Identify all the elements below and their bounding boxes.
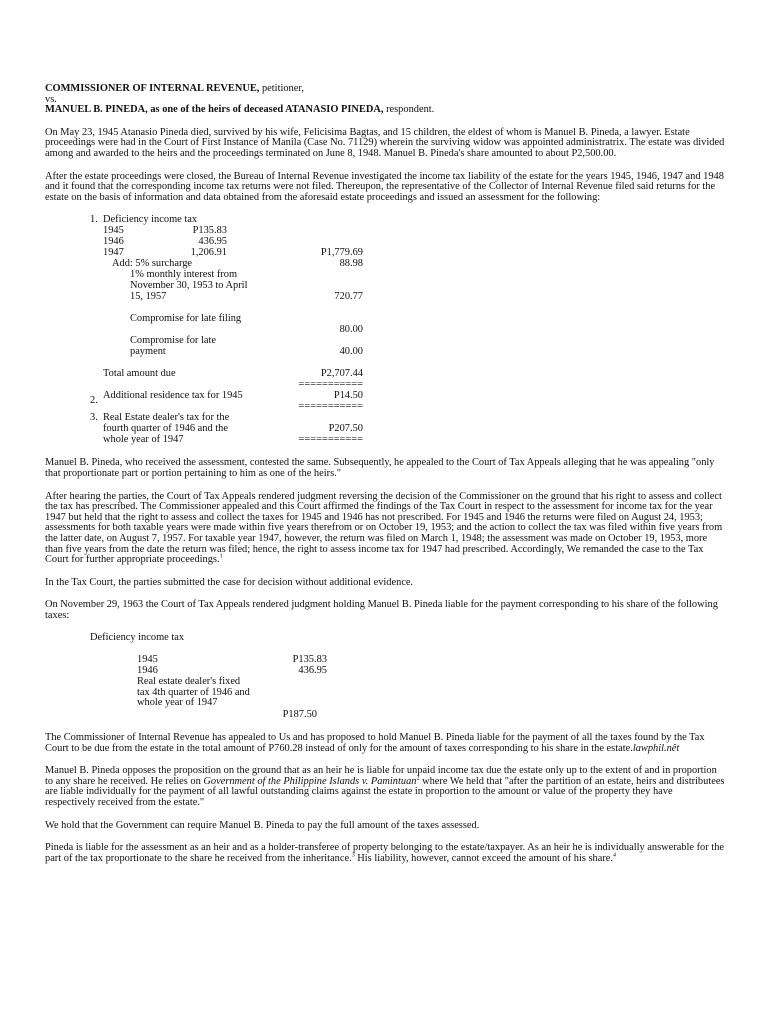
double-rule: =========== (298, 434, 363, 446)
tax-row-label: 1945 (137, 654, 158, 666)
year-amount: P135.83 (192, 225, 227, 237)
late-payment-label: Compromise for late payment (130, 335, 216, 357)
interest-value: 720.77 (334, 291, 363, 303)
respondent-role: respondent. (383, 104, 435, 116)
paragraph-8-text-a: Manuel B. Pineda opposes the proposition on the ground that as an heir he is liable for unpaid income tax due the estate only up to the extent of and in proportion to any share he received. He relies on (45, 765, 717, 787)
year-label: 1947 (103, 247, 124, 259)
item-3-label: Real Estate dealer's tax for the fourth quarter of 1946 and the whole year of 1947 (103, 412, 230, 445)
document-page (45, 84, 725, 864)
paragraph-7-text: The Commissioner of Internal Revenue has appealed to Us and has proposed to hold Manuel B. Pineda liable for the payment of all the taxes found by the Tax Court to be due from the estate in the total amount of P760.28 instead of only for the amount of taxes corresponding to his share in the estate. (45, 732, 705, 754)
taxes-heading: Deficiency income tax (90, 632, 185, 644)
case-citation: Government of the Philippine Islands v. Pamintuan (203, 775, 417, 787)
tax-row-value: P135.83 (292, 654, 327, 666)
paragraph-4 (45, 492, 725, 566)
late-filing-value: 80.00 (339, 324, 363, 336)
late-payment-value: 40.00 (339, 346, 363, 358)
paragraph-5: In the Tax Court, the parties submitted the case for decision without additional evidence. (45, 576, 414, 588)
case-caption (45, 84, 725, 116)
versus: vs. (45, 93, 57, 105)
paragraph-1: On May 23, 1945 Atanasio Pineda died, survived by his wife, Felicisima Bagtas, and 15 children, the eldest of whom is Manuel B. Pineda, a lawyer. Estate proceedings were had in the Court of First Instance of Manila (Case No. 71129) wherein the surviving widow was appointed administratrix. The estate was divided among and awarded to the heirs and the proceedings terminated on June 8, 1948. Manuel B. Pineda's share amounted to about P2,500.00. (45, 126, 725, 159)
double-rule: =========== (298, 379, 363, 391)
paragraph-9: We hold that the Government can require Manuel B. Pineda to pay the full amount of the taxes assessed. (45, 819, 480, 831)
item-1-label: Deficiency income tax (103, 214, 198, 226)
surcharge-value: 88.98 (339, 258, 363, 270)
paragraph-2: After the estate proceedings were closed, the Bureau of Internal Revenue investigated the income tax liability of the estate for the years 1945, 1946, 1947 and 1948 and it found that the corresponding income tax returns were not filed. Thereupon, the representative of the Collector of Internal Revenue filed said returns for the estate on the basis of information and data obtained from the aforesaid estate proceedings and issued an assessment for the following: (45, 170, 724, 203)
paragraph-4-text: After hearing the parties, the Court of Tax Appeals rendered judgment reversing the decision of the Commissioner on the ground that his right to assess and collect the tax has prescribed. The Commissioner appealed and this Court affirmed the findings of the Tax Court in respect to the assessment for income tax for the year 1947 but held that the right to assess and collect the taxes for 1945 and 1946 has not prescribed. For 1945 and 1946 the returns were filed on August 24, 1953; assessments for both taxable years were made within five years therefrom or on October 19, 1953; and the action to collect the tax was filed within five years from the latter date, on August 7, 1957. For taxable year 1947, however, the return was filed on March 1, 1948; the assessment was made on October 19, 1953, more than five years from the date the return was filed; hence, the right to assess income tax for 1947 had prescribed. Accordingly, We remanded the case to the Tax Court for further appropriate proceedings. (45, 490, 723, 566)
tax-row-value: 436.95 (298, 665, 327, 677)
item-1-number: 1. (90, 214, 98, 226)
footnote-ref-2[interactable]: 2 (416, 775, 420, 782)
paragraph-10 (45, 843, 725, 864)
petitioner-role: petitioner, (259, 83, 304, 94)
year-label: 1945 (103, 225, 124, 237)
surcharge-label: Add: 5% surcharge (112, 258, 193, 270)
late-filing-label: Compromise for late filing (130, 313, 242, 325)
paragraph-8-text-b: where We held that "after the partition of an estate, heirs and distributees are liable individually for the payment of all lawful outstanding claims against the estate in proportion to the amount or value of the property they have respectively received from the estate." (45, 775, 725, 809)
year-amount: 1,206.91 (190, 247, 227, 259)
footnote-ref-1[interactable]: 1 (219, 553, 223, 560)
year-total: P1,779.69 (320, 247, 363, 259)
dealer-tax-value: P187.50 (282, 709, 317, 721)
interest-label: 1% monthly interest from November 30, 1953 to April 15, 1957 (130, 269, 248, 302)
paragraph-3: Manuel B. Pineda, who received the assessment, contested the same. Subsequently, he appealed to the Court of Tax Appeals alleging that he was appealing "only that proportionate part or portion pertaining to him as one of the heirs." (45, 457, 715, 479)
item-2-value: P14.50 (333, 390, 363, 402)
paragraph-10-text-b: His liability, however, cannot exceed the amount of his share. (354, 852, 613, 864)
year-row (90, 226, 390, 237)
total-label: Total amount due (103, 368, 176, 380)
dealer-tax-label: Real estate dealer's fixed tax 4th quarter of 1946 and whole year of 1947 (137, 676, 250, 709)
item-3-number: 3. (90, 412, 98, 424)
paragraph-8 (45, 766, 725, 808)
taxes-table (90, 633, 725, 721)
assessment-table (90, 215, 390, 446)
year-label: 1946 (103, 236, 124, 248)
watermark-text: lawphil.nêt (632, 742, 680, 754)
year-amount: 436.95 (198, 236, 227, 248)
footnote-ref-4[interactable]: 4 (613, 852, 616, 859)
respondent-name: MANUEL B. PINEDA, as one of the heirs of deceased ATANASIO PINEDA, (45, 104, 384, 116)
tax-row-label: 1946 (137, 665, 158, 677)
double-rule: =========== (298, 401, 363, 413)
footnote-ref-3[interactable]: 3 (351, 852, 355, 859)
petitioner-name: COMMISSIONER OF INTERNAL REVENUE, (45, 83, 260, 94)
paragraph-10-text-a: Pineda is liable for the assessment as an heir and as a holder-transferee of property belonging to the estate/taxpayer. As an heir he is individually answerable for the part of the tax proportionate to the share he received from the inheritance. (45, 842, 725, 864)
item-2-label: Additional residence tax for 1945 (103, 390, 243, 402)
paragraph-7 (45, 733, 725, 754)
item-3-value: P207.50 (328, 423, 363, 435)
total-value: P2,707.44 (320, 368, 363, 380)
item-2-number: 2. (90, 395, 98, 407)
paragraph-6: On November 29, 1963 the Court of Tax Appeals rendered judgment holding Manuel B. Pineda liable for the payment corresponding to his share of the following taxes: (45, 599, 718, 621)
